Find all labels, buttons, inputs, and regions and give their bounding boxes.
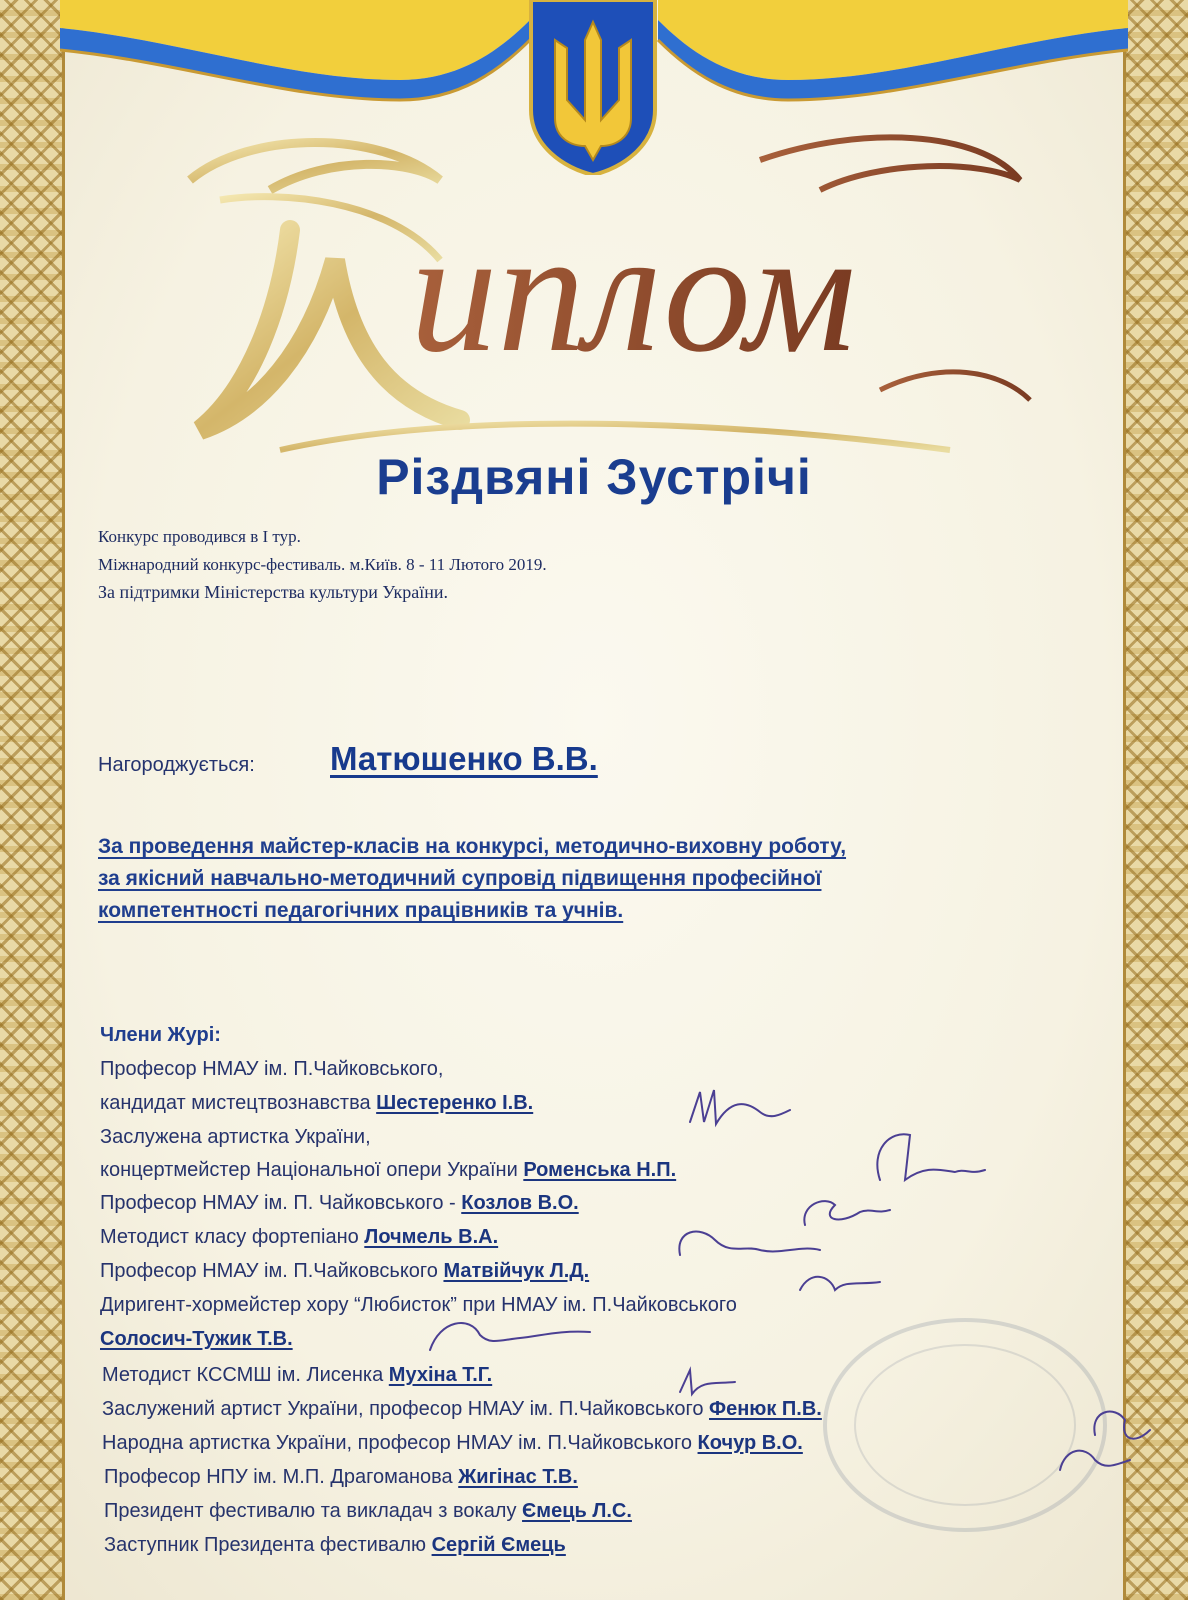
page-title: Різдвяні Зустрічі — [376, 449, 812, 505]
info-line-festival: Міжнародний конкурс-фестиваль. м.Київ. 8 - 11 Лютого 2019. — [98, 555, 547, 574]
reason-line-2: за якісний навчально-методичний супровід підвищення професійної — [98, 867, 822, 890]
jury-line: Заслужений артист України, професор НМАУ ім. П.Чайковського Фенюк П.В. — [102, 1398, 822, 1420]
jury-line: Солосич-Тужик Т.В. — [100, 1328, 293, 1350]
awarded-label: Нагороджується: — [98, 754, 255, 776]
awardee-name: Матюшенко В.В. — [330, 740, 598, 777]
ornament-border-left — [0, 0, 62, 1600]
info-line-tour: Конкурс проводився в І тур. — [98, 527, 301, 546]
reason-line-1: За проведення майстер-класів на конкурсі, методично-виховну роботу, — [98, 835, 847, 858]
jury-line: Народна артистка України, професор НМАУ ім. П.Чайковського Кочур В.О. — [102, 1432, 803, 1454]
reason-line-3: компетентності педагогічних працівників та учнів. — [98, 899, 624, 922]
jury-line: Президент фестивалю та викладач з вокалу Ємець Л.С. — [104, 1500, 632, 1522]
jury-line: Методист класу фортепіано Лочмель В.А. — [100, 1226, 499, 1248]
jury-heading: Члени Журі: — [100, 1024, 221, 1046]
jury-line: кандидат мистецтвознавства Шестеренко І.В. — [100, 1092, 534, 1114]
svg-text:иплом: иплом — [410, 194, 856, 388]
jury-line: Професор НМАУ ім. П. Чайковського - Козлов В.О. — [100, 1192, 579, 1214]
diploma-script-word — [160, 120, 1060, 480]
info-line-support: За підтримки Міністерства культури України. — [98, 582, 449, 602]
jury-line: Методист КССМШ ім. Лисенка Мухіна Т.Г. — [102, 1364, 493, 1386]
jury-line: концертмейстер Національної опери України Роменська Н.П. — [100, 1159, 677, 1181]
ornament-border-right — [1126, 0, 1188, 1600]
ornament-border-left-edge — [62, 0, 65, 1600]
ornament-border-right-edge — [1123, 0, 1126, 1600]
jury-line: Професор НМАУ ім. П.Чайковського, — [100, 1058, 444, 1080]
jury-line: Професор НПУ ім. М.П. Драгоманова Жигінас Т.В. — [104, 1466, 578, 1488]
jury-line: Заступник Президента фестивалю Сергій Ємець — [104, 1534, 566, 1556]
jury-line: Диригент-хормейстер хору “Любисток” при НМАУ ім. П.Чайковського — [100, 1294, 737, 1316]
seal-stamp — [815, 1310, 1115, 1540]
jury-line: Заслужена артистка України, — [100, 1126, 371, 1148]
jury-line: Професор НМАУ ім. П.Чайковського Матвійчук Л.Д. — [100, 1260, 590, 1282]
